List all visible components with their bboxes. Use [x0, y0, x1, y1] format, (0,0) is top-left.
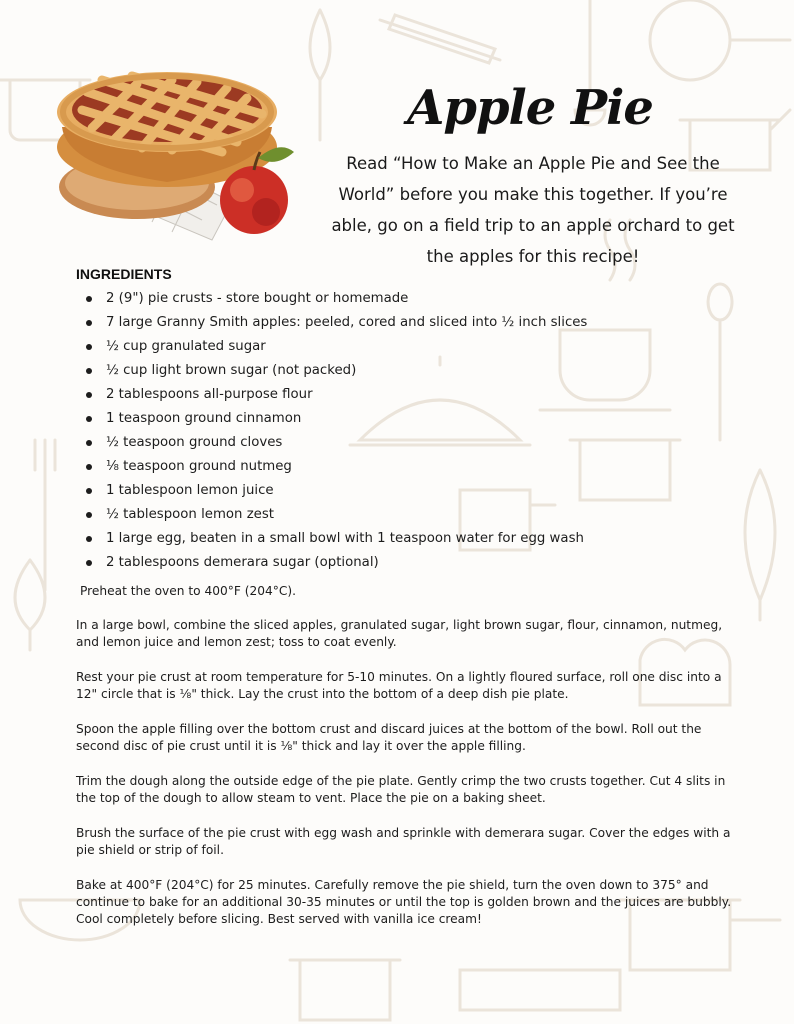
ingredient-item: 1 teaspoon ground cinnamon — [80, 407, 760, 431]
ingredient-item: 1 large egg, beaten in a small bowl with 1 teaspoon water for egg wash — [80, 527, 760, 551]
ingredient-item: 2 tablespoons all-purpose flour — [80, 383, 760, 407]
ingredient-item: 7 large Granny Smith apples: peeled, cored and sliced into ½ inch slices — [80, 311, 760, 335]
ingredient-item: 1 tablespoon lemon juice — [80, 479, 760, 503]
ingredient-item: 2 (9") pie crusts - store bought or homemade — [80, 287, 760, 311]
apple-icon — [220, 166, 288, 234]
instruction-step: Bake at 400°F (204°C) for 25 minutes. Carefully remove the pie shield, turn the oven down to 375° and continue to bake for an additional 30-35 minutes or until the top is golden brown and the juices are bubbly. Cool completely before slicing. Best served with vanilla ice cream! — [76, 878, 732, 926]
apple-pie-illustration — [52, 52, 300, 242]
ingredients-list — [80, 287, 760, 575]
instruction-step: Rest your pie crust at room temperature for 5-10 minutes. On a lightly floured surface, roll one disc into a 12" circle that is ⅛" thick. Lay the crust into the bottom of a deep dish pie plate. — [76, 670, 722, 701]
ingredient-item: ⅛ teaspoon ground nutmeg — [80, 455, 760, 479]
recipe-intro: Read “How to Make an Apple Pie and See the World” before you make this together. If you’re able, go on a field trip to an apple orchard to get the apples for this recipe! — [331, 154, 735, 266]
instruction-step: Preheat the oven to 400°F (204°C). — [80, 584, 296, 598]
ingredient-item: ½ cup light brown sugar (not packed) — [80, 359, 760, 383]
ingredient-item: ½ teaspoon ground cloves — [80, 431, 760, 455]
ingredient-item: ½ cup granulated sugar — [80, 335, 760, 359]
ingredient-item: ½ tablespoon lemon zest — [80, 503, 760, 527]
instruction-step: Brush the surface of the pie crust with egg wash and sprinkle with demerara sugar. Cover the edges with a pie shield or strip of foil. — [76, 826, 731, 857]
instruction-step: In a large bowl, combine the sliced apples, granulated sugar, light brown sugar, flour, cinnamon, nutmeg, and lemon juice and lemon zest; toss to coat evenly. — [76, 618, 723, 649]
ingredients-heading: INGREDIENTS — [76, 266, 172, 282]
recipe-title: Apple Pie — [407, 80, 653, 136]
ingredient-item: 2 tablespoons demerara sugar (optional) — [80, 551, 760, 575]
instruction-step: Spoon the apple filling over the bottom crust and discard juices at the bottom of the bowl. Roll out the second disc of pie crust until it is ⅛" thick and lay it over the apple filling. — [76, 722, 702, 753]
instructions — [76, 583, 736, 928]
instruction-step: Trim the dough along the outside edge of the pie plate. Gently crimp the two crusts together. Cut 4 slits in the top of the dough to allow steam to vent. Place the pie on a baking sheet. — [76, 774, 726, 805]
